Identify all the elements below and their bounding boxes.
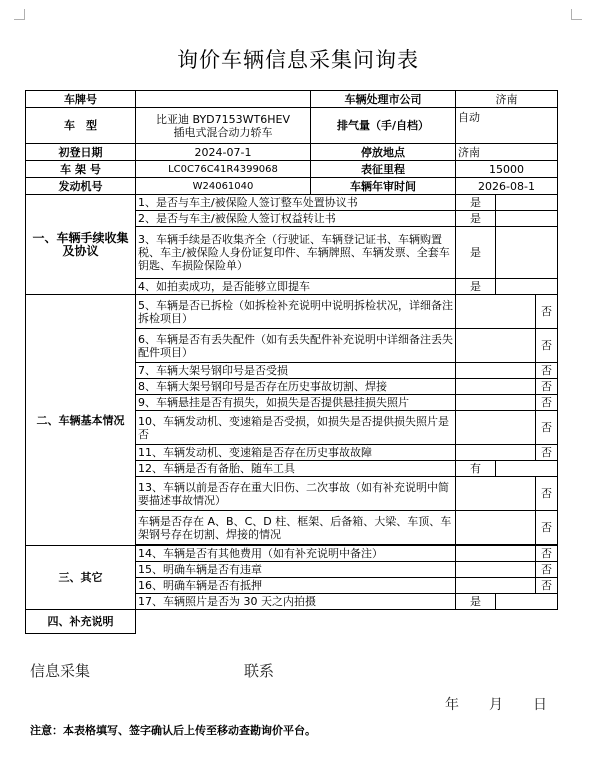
q17-text: 17、车辆照片是否为 30 天之内拍摄 [136,594,456,610]
q15-answer[interactable]: 否 [536,562,558,578]
location-label: 停放地点 [311,144,456,161]
q3-answer[interactable]: 是 [456,227,496,279]
q4-text: 4、如拍卖成功，是否能够立即提车 [136,279,456,295]
vin-value[interactable]: LC0C76C41R4399068 [136,161,311,178]
q12-text: 12、车辆是否有备胎、随车工具 [136,461,456,477]
supplement-field[interactable] [136,610,558,634]
q9-answer[interactable]: 否 [536,395,558,411]
crop-mark-top-left [14,9,25,20]
q17-answer[interactable]: 是 [456,594,496,610]
q11-text: 11、车辆发动机、变速箱是否存在历史事故故障 [136,445,456,461]
engine-label: 发动机号 [26,178,136,195]
q13-answer-yes[interactable] [456,477,536,511]
row-model [26,108,558,144]
q1-answer-no[interactable] [496,195,558,211]
inquiry-form-table [25,90,558,634]
q5-answer[interactable]: 否 [536,295,558,329]
q16-answer-yes[interactable] [456,578,536,594]
q10-text: 10、车辆发动机、变速箱是否受损，如损失是否提供损失照片是否 [136,411,456,445]
q10-answer[interactable]: 否 [536,411,558,445]
location-value[interactable]: 济南 [456,144,558,161]
q13-answer[interactable]: 否 [536,477,558,511]
row-q14 [26,546,558,562]
q11-answer-yes[interactable] [456,445,536,461]
vin-label: 车 架 号 [26,161,136,178]
page-title: 询价车辆信息采集问询表 [177,48,419,72]
model-value[interactable] [136,108,311,144]
q13b-answer[interactable]: 否 [536,511,558,545]
q5-answer-yes[interactable] [456,295,536,329]
row-q5 [26,295,558,329]
row-vin [26,161,558,178]
reg-date-value[interactable]: 2024-07-1 [136,144,311,161]
q1-text: 1、是否与车主/被保险人签订整车处置协议书 [136,195,456,211]
model-label: 车 型 [26,108,136,144]
q8-answer-yes[interactable] [456,379,536,395]
company-value[interactable]: 济南 [456,91,558,108]
inspection-label: 车辆年审时间 [311,178,456,195]
q2-answer-no[interactable] [496,211,558,227]
odometer-label: 表征里程 [311,161,456,178]
q3-answer-no[interactable] [496,227,558,279]
q13b-answer-yes[interactable] [456,511,536,545]
q2-text: 2、是否与车主/被保险人签订权益转让书 [136,211,456,227]
q14-text: 14、车辆是否有其他费用（如有补充说明中备注） [136,546,456,562]
row-engine [26,178,558,195]
section-4-title: 四、补充说明 [26,610,136,634]
q8-answer[interactable]: 否 [536,379,558,395]
plate-value[interactable] [136,91,311,108]
date-day-label: 日 [533,697,547,713]
q4-answer-no[interactable] [496,279,558,295]
q17-answer-no[interactable] [496,594,558,610]
q16-text: 16、明确车辆是否有抵押 [136,578,456,594]
contact-signature-label: 联系 [244,662,275,680]
q11-answer[interactable]: 否 [536,445,558,461]
crop-mark-top-right [571,9,582,20]
model-value-line2: 插电式混合动力轿车 [173,125,273,139]
inspection-value[interactable]: 2026-08-1 [456,178,558,195]
q6-answer[interactable]: 否 [536,329,558,363]
q7-text: 7、车辆大架号钢印号是否受损 [136,363,456,379]
company-label: 车辆处理市公司 [311,91,456,108]
footer-note: 注意：本表格填写、签字确认后上传至移动查勘询价平台。 [30,724,316,737]
q6-answer-yes[interactable] [456,329,536,363]
row-supplement [26,610,558,634]
q12-answer[interactable]: 有 [456,461,496,477]
displacement-value[interactable]: 自动 [456,108,558,144]
date-year-label: 年 [445,697,459,713]
q7-answer-yes[interactable] [456,363,536,379]
q15-answer-yes[interactable] [456,562,536,578]
date-month-label: 月 [489,697,503,713]
odometer-value[interactable]: 15000 [456,161,558,178]
q13-text: 13、车辆以前是否存在重大旧伤、二次事故（如有补充说明中简要描述事故情况） [136,477,456,511]
section-2-title: 二、车辆基本情况 [26,295,136,546]
collector-signature-label: 信息采集 [30,662,91,680]
q3-text: 3、车辆手续是否收集齐全（行驶证、车辆登记证书、车辆购置税、车主/被保险人身份证复印件、车辆牌照、车辆发票、全套车钥匙、车损险保险单） [136,227,456,279]
q5-text: 5、车辆是否已拆检（如拆检补充说明中说明拆检状况，详细备注拆检项目） [136,295,456,329]
q6-text: 6、车辆是否有丢失配件（如有丢失配件补充说明中详细备注丢失配件项目） [136,329,456,363]
q2-answer[interactable]: 是 [456,211,496,227]
q15-text: 15、明确车辆是否有违章 [136,562,456,578]
row-plate [26,91,558,108]
q16-answer[interactable]: 否 [536,578,558,594]
q10-answer-yes[interactable] [456,411,536,445]
q14-answer-yes[interactable] [456,546,536,562]
row-reg-date [26,144,558,161]
section-1-title: 一、车辆手续收集及协议 [26,195,136,295]
q1-answer[interactable]: 是 [456,195,496,211]
reg-date-label: 初登日期 [26,144,136,161]
q9-answer-yes[interactable] [456,395,536,411]
q7-answer[interactable]: 否 [536,363,558,379]
section-3-title: 三、其它 [26,546,136,610]
q4-answer[interactable]: 是 [456,279,496,295]
row-q1 [26,195,558,211]
q8-text: 8、车辆大架号钢印号是否存在历史事故切割、焊接 [136,379,456,395]
q13b-text: 车辆是否存在 A、B、C、D 柱、框架、后备箱、大梁、车顶、车架钢号存在切割、焊接的情况 [136,511,456,545]
displacement-label: 排气量（手/自档） [311,108,456,144]
plate-label: 车牌号 [26,91,136,108]
engine-value[interactable]: W24061040 [136,178,311,195]
q14-answer[interactable]: 否 [536,546,558,562]
q9-text: 9、车辆悬挂是否有损失，如损失是否提供悬挂损失照片 [136,395,456,411]
model-value-line1: 比亚迪 BYD7153WT6HEV [156,112,290,126]
q12-answer-no[interactable] [496,461,558,477]
